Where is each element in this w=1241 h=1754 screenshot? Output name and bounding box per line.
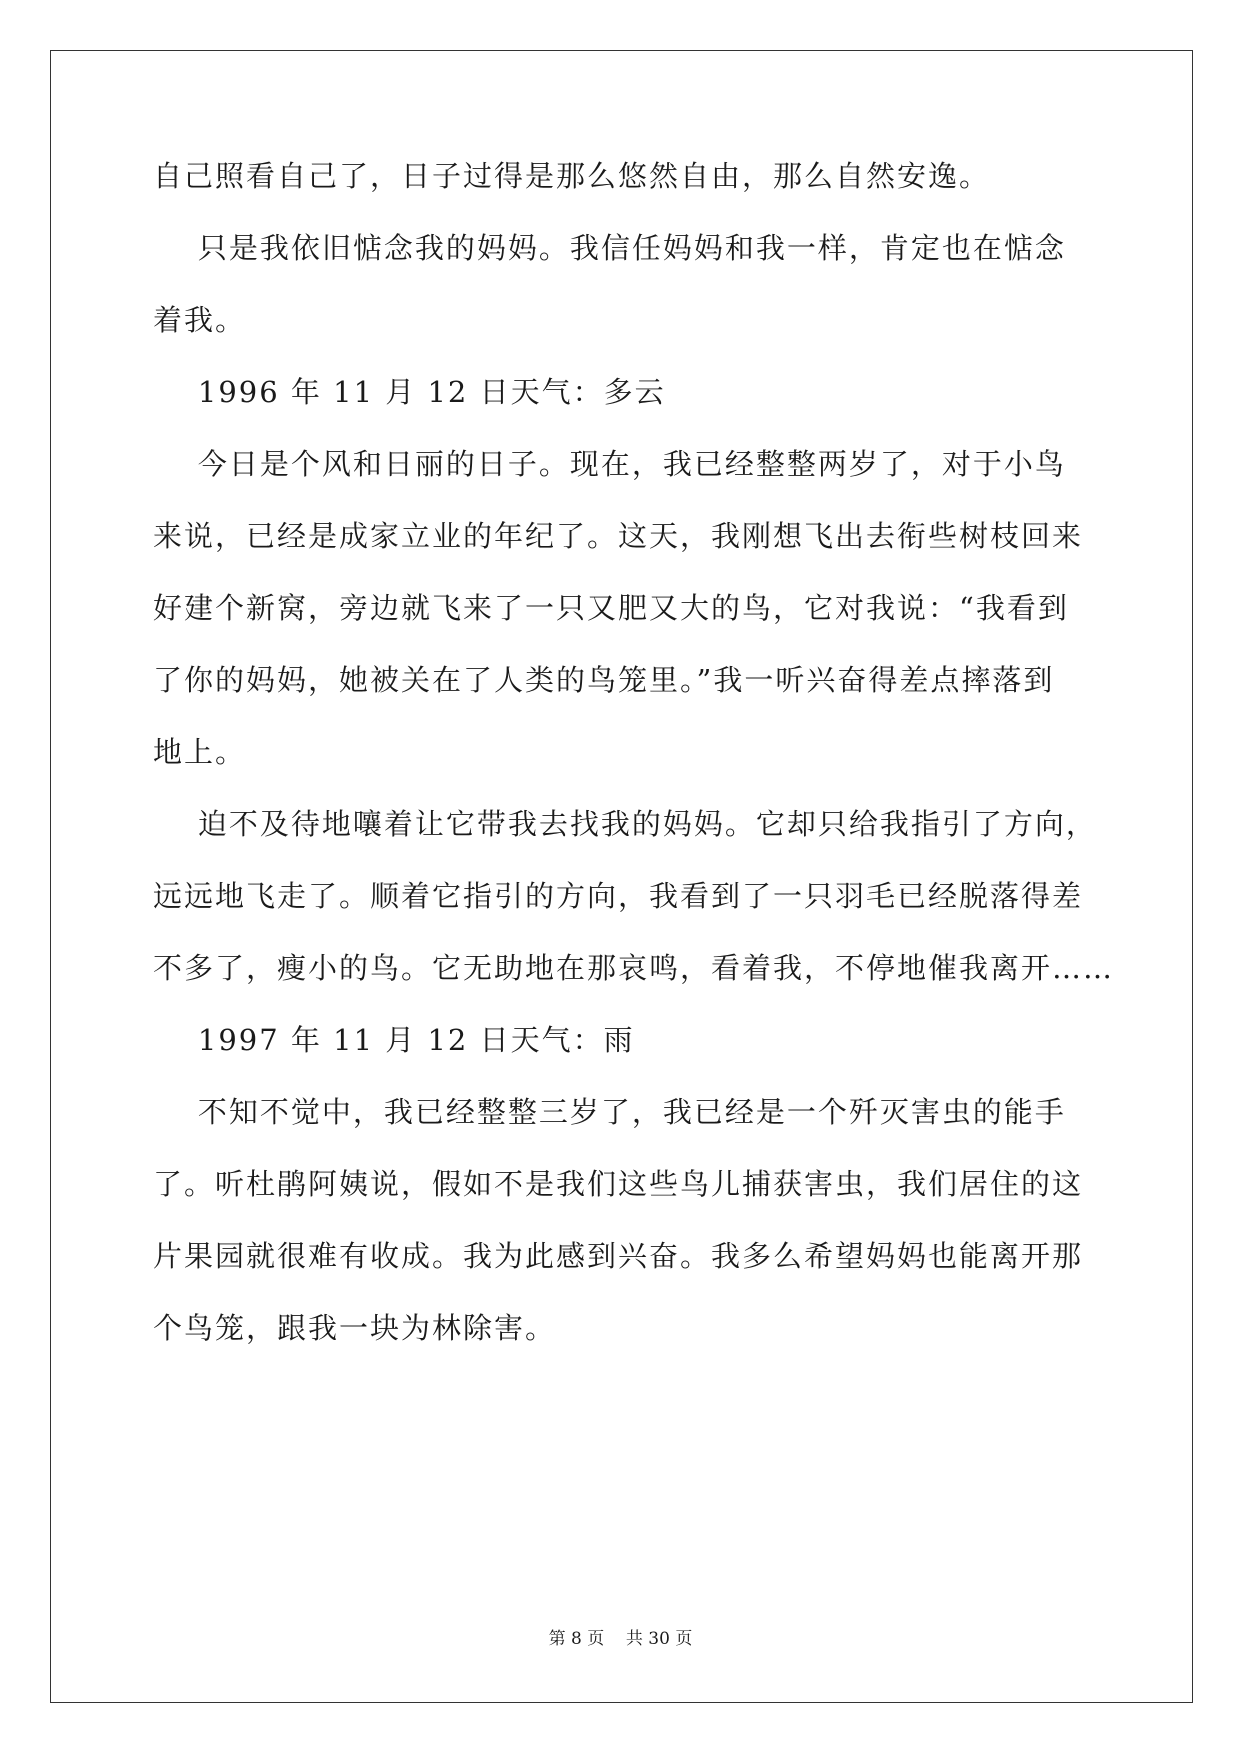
text-line: 不知不觉中，我已经整整三岁了，我已经是一个歼灭害虫的能手 bbox=[153, 1095, 1066, 1129]
text-line: 地上。 bbox=[153, 735, 247, 769]
text-line: 着我。 bbox=[153, 303, 247, 337]
text-line: 今日是个风和日丽的日子。现在，我已经整整两岁了，对于小鸟 bbox=[153, 447, 1066, 481]
text-line: 片果园就很难有收成。我为此感到兴奋。我多么希望妈妈也能离开那 bbox=[153, 1239, 1084, 1273]
page-number-footer: 第 8 页 共 30 页 bbox=[548, 1629, 693, 1649]
page-frame bbox=[50, 50, 1193, 1703]
diary-date-heading: 1996 年 11 月 12 日天气：多云 bbox=[153, 375, 666, 409]
diary-date-heading: 1997 年 11 月 12 日天气：雨 bbox=[153, 1023, 635, 1057]
text-line: 不多了，瘦小的鸟。它无助地在那哀鸣，看着我，不停地催我离开…… bbox=[153, 951, 1115, 985]
text-line: 迫不及待地嚷着让它带我去找我的妈妈。它却只给我指引了方向， bbox=[153, 807, 1097, 841]
text-line: 远远地飞走了。顺着它指引的方向，我看到了一只羽毛已经脱落得差 bbox=[153, 879, 1084, 913]
text-line: 好建个新窝，旁边就飞来了一只又肥又大的鸟，它对我说：“我看到 bbox=[153, 591, 1069, 625]
text-line: 了你的妈妈，她被关在了人类的鸟笼里。”我一听兴奋得差点摔落到 bbox=[153, 663, 1055, 697]
text-line: 只是我依旧惦念我的妈妈。我信任妈妈和我一样，肯定也在惦念 bbox=[153, 231, 1066, 265]
text-line: 来说，已经是成家立业的年纪了。这天，我刚想飞出去衔些树枝回来 bbox=[153, 519, 1084, 553]
text-line: 自己照看自己了，日子过得是那么悠然自由，那么自然安逸。 bbox=[153, 159, 991, 193]
text-line: 个鸟笼，跟我一块为林除害。 bbox=[153, 1311, 557, 1345]
text-line: 了。听杜鹃阿姨说，假如不是我们这些鸟儿捕获害虫，我们居住的这 bbox=[153, 1167, 1084, 1201]
